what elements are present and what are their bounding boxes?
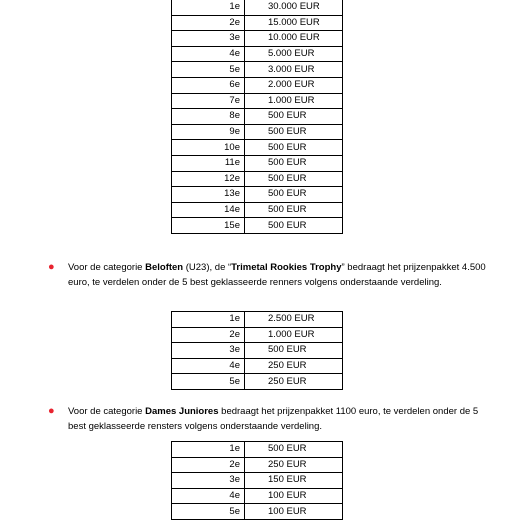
beloften-paragraph <box>48 260 498 290</box>
rank-cell: 1e <box>172 442 245 458</box>
bullet-icon: ● <box>48 261 55 273</box>
dames-juniores-paragraph <box>48 404 498 434</box>
paragraph-text: Voor de categorie <box>68 406 146 417</box>
amount-cell: 500 EUR <box>245 187 343 203</box>
amount-cell: 100 EUR <box>245 504 343 520</box>
table-row <box>172 442 343 458</box>
amount-cell: 500 EUR <box>245 109 343 125</box>
amount-cell: 5.000 EUR <box>245 46 343 62</box>
table-row <box>172 124 343 140</box>
prize-table-body <box>172 442 343 520</box>
paragraph-text: (U23), de “ <box>183 262 232 273</box>
rank-cell: 10e <box>172 140 245 156</box>
rank-cell: 2e <box>172 327 245 343</box>
prize-table-body <box>172 312 343 390</box>
paragraph-text: ” bedraagt het prijzenpakket 4.500 euro, te verdelen onder de 5 best geklasseerde renners volgens onderstaande verdeling. <box>68 262 486 288</box>
table-row <box>172 218 343 234</box>
category-name: Dames Juniores <box>145 406 219 417</box>
amount-cell: 2.000 EUR <box>245 77 343 93</box>
paragraph-text: bedraagt het prijzenpakket 1100 euro, te verdelen onder de 5 best geklasseerde rensters volgens onderstaande verdeling. <box>68 406 479 432</box>
paragraph-text: Voor de categorie <box>68 262 146 273</box>
rank-cell: 2e <box>172 457 245 473</box>
table-row <box>172 15 343 31</box>
table-row <box>172 171 343 187</box>
amount-cell: 500 EUR <box>245 124 343 140</box>
amount-cell: 500 EUR <box>245 343 343 359</box>
table-row <box>172 62 343 78</box>
rank-cell: 4e <box>172 358 245 374</box>
table-row <box>172 93 343 109</box>
rank-cell: 5e <box>172 62 245 78</box>
amount-cell: 2.500 EUR <box>245 312 343 328</box>
table-row <box>172 77 343 93</box>
amount-cell: 1.000 EUR <box>245 327 343 343</box>
amount-cell: 500 EUR <box>245 202 343 218</box>
rank-cell: 3e <box>172 473 245 489</box>
rank-cell: 14e <box>172 202 245 218</box>
rank-cell: 6e <box>172 77 245 93</box>
amount-cell: 15.000 EUR <box>245 15 343 31</box>
rank-cell: 8e <box>172 109 245 125</box>
category-name: Beloften <box>145 262 184 273</box>
table-row <box>172 46 343 62</box>
table-row <box>172 504 343 520</box>
amount-cell: 250 EUR <box>245 374 343 390</box>
prize-table-dames-juniores <box>171 441 343 520</box>
amount-cell: 150 EUR <box>245 473 343 489</box>
table-row <box>172 109 343 125</box>
amount-cell: 500 EUR <box>245 442 343 458</box>
rank-cell: 9e <box>172 124 245 140</box>
table-row <box>172 457 343 473</box>
rank-cell: 1e <box>172 0 245 15</box>
rank-cell: 3e <box>172 343 245 359</box>
table-row <box>172 473 343 489</box>
prize-table-general <box>171 0 343 234</box>
amount-cell: 250 EUR <box>245 457 343 473</box>
rank-cell: 12e <box>172 171 245 187</box>
amount-cell: 100 EUR <box>245 488 343 504</box>
rank-cell: 7e <box>172 93 245 109</box>
table-row <box>172 0 343 15</box>
amount-cell: 1.000 EUR <box>245 93 343 109</box>
trophy-name: Trimetal Rookies Trophy <box>231 262 342 273</box>
amount-cell: 500 EUR <box>245 155 343 171</box>
table-row <box>172 488 343 504</box>
rank-cell: 15e <box>172 218 245 234</box>
table-row <box>172 343 343 359</box>
amount-cell: 500 EUR <box>245 140 343 156</box>
rank-cell: 4e <box>172 46 245 62</box>
rank-cell: 13e <box>172 187 245 203</box>
table-row <box>172 187 343 203</box>
rank-cell: 2e <box>172 15 245 31</box>
amount-cell: 30.000 EUR <box>245 0 343 15</box>
amount-cell: 3.000 EUR <box>245 62 343 78</box>
rank-cell: 4e <box>172 488 245 504</box>
rank-cell: 5e <box>172 374 245 390</box>
table-row <box>172 327 343 343</box>
prize-table-beloften <box>171 311 343 390</box>
rank-cell: 3e <box>172 31 245 47</box>
amount-cell: 500 EUR <box>245 171 343 187</box>
rank-cell: 5e <box>172 504 245 520</box>
table-row <box>172 374 343 390</box>
amount-cell: 250 EUR <box>245 358 343 374</box>
table-row <box>172 202 343 218</box>
table-row <box>172 312 343 328</box>
rank-cell: 11e <box>172 155 245 171</box>
table-row <box>172 140 343 156</box>
table-row <box>172 31 343 47</box>
bullet-icon: ● <box>48 405 55 417</box>
table-row <box>172 358 343 374</box>
amount-cell: 10.000 EUR <box>245 31 343 47</box>
amount-cell: 500 EUR <box>245 218 343 234</box>
prize-table-body <box>172 0 343 233</box>
rank-cell: 1e <box>172 312 245 328</box>
table-row <box>172 155 343 171</box>
